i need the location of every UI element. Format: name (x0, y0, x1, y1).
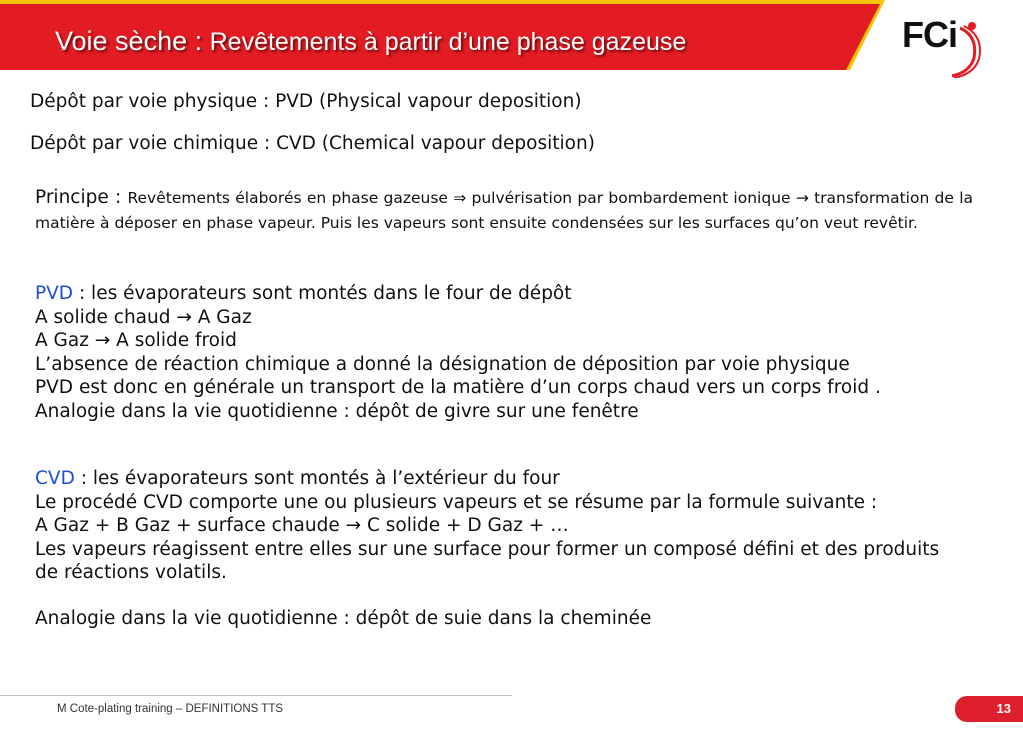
cvd-analogy: Analogie dans la vie quotidienne : dépôt de suie dans la cheminée (35, 607, 652, 629)
title-part2: Revêtements à partir d’une phase gazeuse (209, 28, 687, 56)
principe-label: Principe : (35, 187, 128, 208)
cvd-heading-text: : les évaporateurs sont montés à l’extérieur du four (74, 468, 560, 489)
principe-text: Revêtements élaborés en phase gazeuse ⇒ pulvérisation par bombardement ionique → transformation de la matière à déposer en phase vapeur. Puis les vapeurs sont ensuite condensées sur les surfaces qu’on veut revêtir. (35, 189, 974, 232)
logo-swoosh-icon (902, 12, 992, 78)
footer-divider (0, 695, 512, 696)
company-logo (902, 12, 992, 78)
pvd-keyword: PVD (35, 283, 74, 304)
slide-title (55, 26, 686, 57)
logo-text: FCi (902, 14, 957, 55)
cvd-line: Les vapeurs réagissent entre elles sur une surface pour former un composé défini et des produits de réactions volatils. (35, 538, 940, 583)
cvd-definition-line: Dépôt par voie chimique : CVD (Chemical vapour deposition) (30, 133, 595, 154)
pvd-line: A solide chaud → A Gaz (35, 306, 252, 328)
pvd-line: PVD est donc en générale un transport de la matière d’un corps chaud vers un corps froid . (35, 377, 881, 398)
cvd-line: Le procédé CVD comporte une ou plusieurs vapeurs et se résume par la formule suivante : (35, 491, 878, 513)
pvd-section (35, 282, 985, 423)
title-part1: Voie sèche : (55, 26, 210, 56)
principe-paragraph (35, 185, 973, 236)
cvd-keyword: CVD (35, 468, 75, 489)
footer-text: M Cote-plating training – DEFINITIONS TTS (57, 703, 284, 715)
page-number: 13 (996, 701, 1011, 716)
page-number-badge (955, 696, 1023, 722)
cvd-section (35, 467, 985, 630)
pvd-definition-line: Dépôt par voie physique : PVD (Physical vapour deposition) (30, 91, 582, 112)
pvd-analogy: Analogie dans la vie quotidienne : dépôt de givre sur une fenêtre (35, 400, 639, 422)
cvd-heading (35, 467, 985, 491)
pvd-heading-text: : les évaporateurs sont montés dans le four de dépôt (73, 283, 572, 304)
pvd-line: A Gaz → A solide froid (35, 330, 237, 351)
pvd-line: L’absence de réaction chimique a donné la désignation de déposition par voie physique (35, 353, 850, 375)
cvd-line: A Gaz + B Gaz + surface chaude → C solide + D Gaz + … (35, 515, 569, 536)
pvd-heading (35, 282, 985, 306)
